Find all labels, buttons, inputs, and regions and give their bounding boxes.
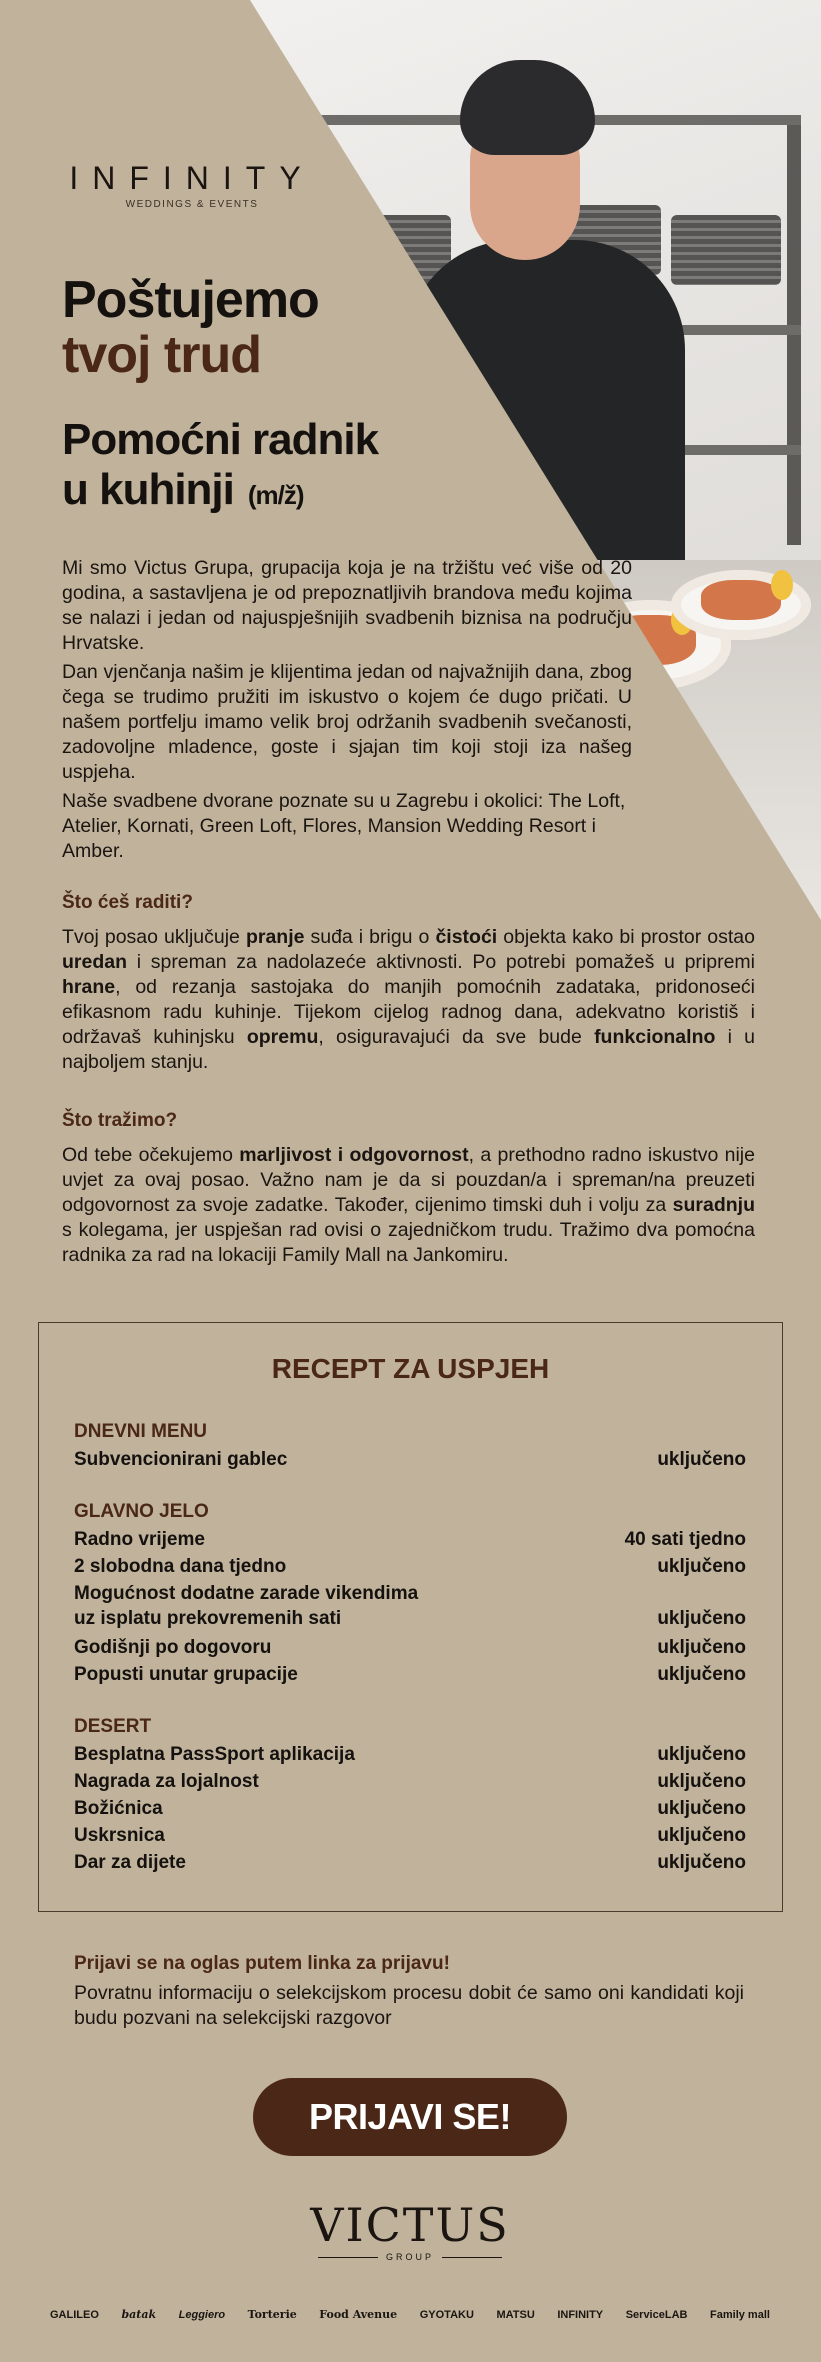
requirements-section — [62, 1108, 755, 1268]
logo-tagline: WEDDINGS & EVENTS — [125, 199, 259, 210]
job-title-line1: Pomoćni radnik — [62, 415, 379, 464]
brand-logo: Family mall — [710, 2308, 770, 2321]
headline-line1: Poštujemo — [62, 271, 319, 329]
brand-logo: Leggiero — [178, 2308, 226, 2321]
benefit-row: Subvencionirani gablec uključeno — [74, 1449, 746, 1470]
victus-group-logo — [300, 2200, 520, 2262]
gender-note: (m/ž) — [247, 480, 304, 510]
requirements-text: Od tebe očekujemo marljivost i odgovornost, a prethodno radno iskustvo nije uvjet za ovaj posao. Važno nam je da si pouzdan/a i spreman/na preuzeti odgovornost za svoje zadatke. Također, cijenimo timski duh i volju za suradnju s kolegama, jer uspješan rad ovisi o zajedničkom trudu. Tražimo dva pomoćna radnika za rad na lokaciji Family Mall na Jankomiru. — [62, 1144, 755, 1266]
brand-logo: ServiceLAB — [625, 2308, 688, 2321]
brand-logo: Food Avenue — [319, 2308, 398, 2321]
benefit-row: Radno vrijeme 40 sati tjedno — [74, 1529, 746, 1550]
apply-button[interactable]: PRIJAVI SE! — [253, 2078, 567, 2156]
intro-p2-clients: našim je klijentima — [191, 661, 352, 683]
headline-line2: tvoj trud — [62, 326, 261, 384]
benefit-row: Nagrada za lojalnost uključeno — [74, 1771, 746, 1792]
intro-text — [62, 556, 632, 868]
apply-heading: Prijavi se na oglas putem linka za prijavu! — [74, 1953, 450, 1974]
victus-name: VICTUS — [310, 2198, 510, 2252]
intro-paragraph-2 — [62, 660, 632, 785]
tasks-section — [62, 890, 755, 1075]
requirements-heading: Što tražimo? — [62, 1110, 178, 1131]
brand-logo: INFINITY — [557, 2308, 604, 2321]
brand-logo: GALILEO — [50, 2308, 99, 2321]
category-main-course: GLAVNO JELO — [74, 1501, 209, 1522]
benefits-box — [38, 1322, 783, 1912]
tasks-text: Tvoj posao uključuje pranje suđa i brigu o čistoći objekta kako bi prostor ostao uredan i spreman za nadolazeće aktivnosti. Po potrebi pomažeš u pripremi hrane, od rezanja sastojaka do manjih pomoćnih zadataka, pridonoseći efikasnom radu kuhinje. Tijekom cijelog radnog dana, adekvatno koristiš i održavaš kuhinjsku opremu, osiguravajući da sve bude funkcionalno i u najboljem stanju. — [62, 926, 756, 1073]
brand-logo: GYOTAKU — [419, 2308, 474, 2321]
brand-logo: MATSU — [496, 2308, 535, 2321]
intro-p2-a: Dan vjenčanja — [62, 661, 192, 683]
intro-p2-b: jedan od najvažnijih dana, zbog čega se trudimo pružiti im iskustvo o kojem će dugo pričati. U našem portfelju imamo velik broj održanih svadbenih svečanosti, zadovoljne mladence, goste i sjajan tim koji stoji iza našeg uspjeha. — [62, 661, 632, 783]
tasks-heading: Što ćeš raditi? — [62, 892, 193, 913]
benefit-row: 2 slobodna dana tjedno uključeno — [74, 1556, 746, 1577]
benefit-row: Popusti unutar grupacije uključeno — [74, 1664, 746, 1685]
job-title-line2 — [62, 465, 304, 515]
benefit-row: Godišnji po dogovoru uključeno — [74, 1637, 746, 1658]
intro-paragraph-1: Mi smo Victus Grupa, grupacija koja je na tržištu već više od 20 godina, a sastavljena je od prepoznatljivih brandova među kojima se nalazi i jedan od najuspješnijih svadbenih biznisa na području Hrvatske. — [62, 557, 632, 654]
job-title-text: u kuhinji — [62, 465, 234, 514]
logo-name: INFINITY — [69, 160, 315, 196]
benefit-row: Besplatna PassSport aplikacija uključeno — [74, 1744, 746, 1765]
brand-logo: Torterie — [247, 2308, 297, 2321]
category-dessert: DESERT — [74, 1716, 152, 1737]
benefits-title: RECEPT ZA USPJEH — [271, 1353, 550, 1384]
benefit-row: Božićnica uključeno — [74, 1798, 746, 1819]
infinity-logo — [62, 160, 322, 210]
intro-paragraph-3: Naše svadbene dvorane poznate su u Zagrebu i okolici: The Loft, Atelier, Kornati, Green Loft, Flores, Mansion Wedding Resort i Amber. — [62, 790, 626, 862]
brand-logo: batak — [121, 2308, 157, 2321]
benefit-row: Uskrsnica uključeno — [74, 1825, 746, 1846]
victus-sub: GROUP — [385, 2252, 434, 2262]
brand-logos-row — [50, 2308, 770, 2321]
benefit-row: Mogućnost dodatne zarade vikendima uz isplatu prekovremenih sati uključeno — [74, 1583, 746, 1629]
benefit-row: Dar za dijete uključeno — [74, 1852, 746, 1873]
category-daily-menu: DNEVNI MENU — [74, 1421, 208, 1442]
apply-info: Povratnu informaciju o selekcijskom procesu dobit će samo oni kandidati koji budu pozvani na selekcijski razgovor — [74, 1982, 744, 2029]
